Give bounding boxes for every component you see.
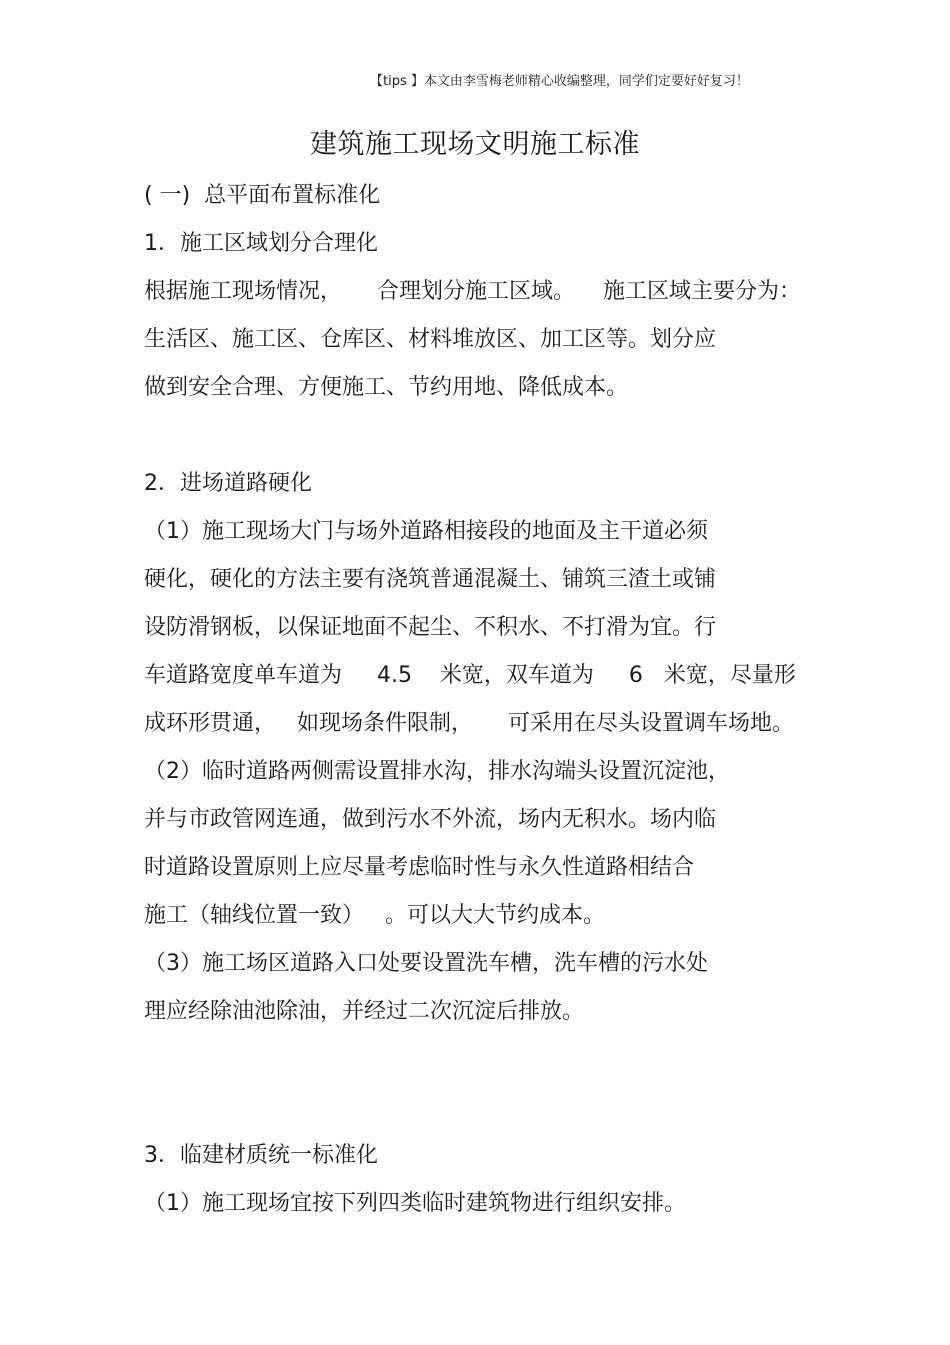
paragraph-line: 做到安全合理、方便施工、节约用地、降低成本。 bbox=[144, 375, 629, 400]
paragraph-line: （3）施工场区道路入口处要设置洗车槽，洗车槽的污水处 bbox=[144, 951, 708, 976]
paragraph-line: （1）施工现场宜按下列四类临时建筑物进行组织安排。 bbox=[144, 1191, 686, 1216]
paragraph-line: （1）施工现场大门与场外道路相接段的地面及主干道必须 bbox=[144, 519, 708, 544]
section-heading-1: ( 一) 总平面布置标准化 bbox=[144, 183, 381, 208]
subheading-2: 2．进场道路硬化 bbox=[144, 471, 312, 496]
paragraph-line: 时道路设置原则上应尽量考虑临时性与永久性道路相结合 bbox=[144, 855, 695, 880]
paragraph-line: 设防滑钢板，以保证地面不起尘、不积水、不打滑为宜。行 bbox=[144, 615, 717, 640]
paragraph-line: 并与市政管网连通，做到污水不外流，场内无积水。场内临 bbox=[144, 807, 717, 832]
paragraph-line: 根据施工现场情况， 合理划分施工区域。 施工区域主要分为： bbox=[144, 279, 801, 304]
paragraph-line: 生活区、施工区、仓库区、材料堆放区、加工区等。划分应 bbox=[144, 327, 717, 352]
paragraph-line: 车道路宽度单车道为 4.5 米宽，双车道为 6 米宽，尽量形 bbox=[144, 663, 796, 688]
paragraph-line: （2）临时道路两侧需设置排水沟，排水沟端头设置沉淀池， bbox=[144, 759, 730, 784]
paragraph-line: 施工（轴线位置一致） 。可以大大节约成本。 bbox=[144, 903, 605, 928]
paragraph-line: 理应经除油池除油，并经过二次沉淀后排放。 bbox=[144, 999, 585, 1024]
subheading-3: 3．临建材质统一标准化 bbox=[144, 1143, 378, 1168]
header-tips: 【tips 】本文由李雪梅老师精心收编整理，同学们定要好好复习！ bbox=[370, 74, 749, 89]
paragraph-line: 硬化，硬化的方法主要有浇筑普通混凝土、铺筑三渣土或铺 bbox=[144, 567, 717, 592]
document-title: 建筑施工现场文明施工标准 bbox=[310, 129, 640, 160]
paragraph-line: 成环形贯通， 如现场条件限制， 可采用在尽头设置调车场地。 bbox=[144, 711, 794, 736]
subheading-1: 1．施工区域划分合理化 bbox=[144, 231, 378, 256]
